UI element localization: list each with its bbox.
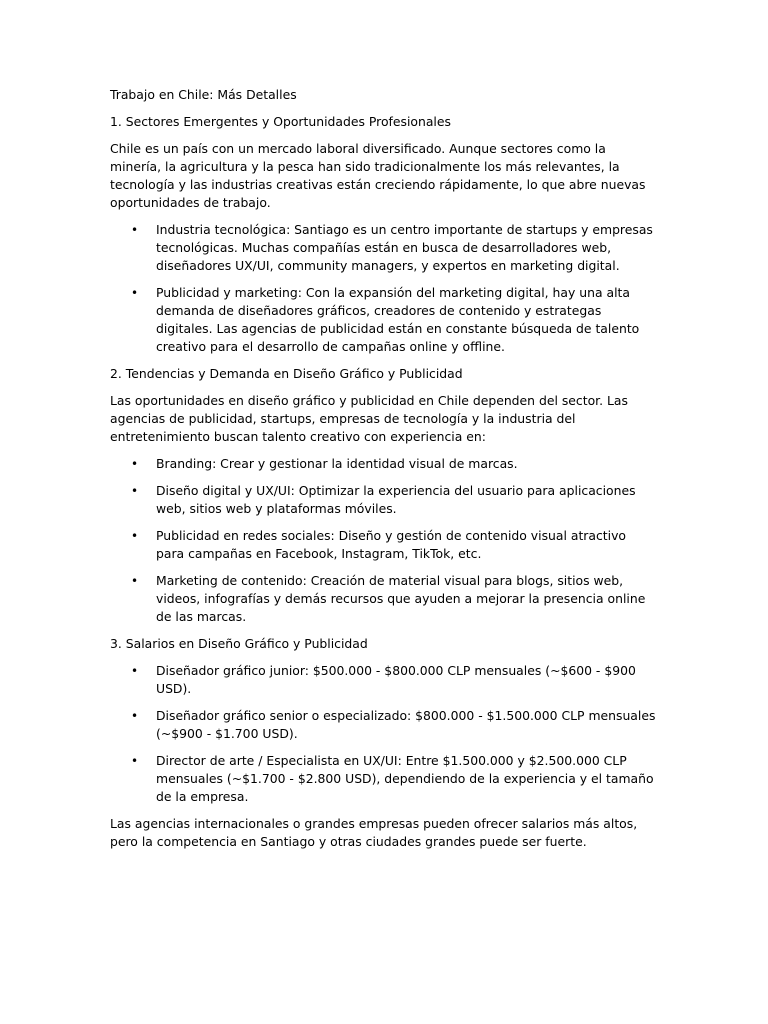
list-item xyxy=(131,527,658,563)
list-item-text: Marketing de contenido: Creación de material visual para blogs, sitios web, videos, infografías y demás recursos que ayuden a mejorar la presencia online de las marcas. xyxy=(156,573,646,624)
list-item-text: Publicidad en redes sociales: Diseño y gestión de contenido visual atractivo para campañas en Facebook, Instagram, TikTok, etc. xyxy=(156,528,627,561)
bullet-icon: • xyxy=(131,457,139,471)
bullet-icon: • xyxy=(131,664,139,678)
list-item-text: Diseñador gráfico senior o especializado: $800.000 - $1.500.000 CLP mensuales (~$900 - $1.700 USD). xyxy=(156,708,656,741)
bullet-list xyxy=(110,455,658,626)
bullet-icon: • xyxy=(131,574,139,588)
list-item xyxy=(131,662,658,698)
list-item xyxy=(131,284,658,356)
bullet-icon: • xyxy=(131,709,139,723)
document-title: Trabajo en Chile: Más Detalles xyxy=(110,87,297,102)
section-heading: 2. Tendencias y Demanda en Diseño Gráfico y Publicidad xyxy=(110,366,463,381)
list-item-text: Diseñador gráfico junior: $500.000 - $800.000 CLP mensuales (~$600 - $900 USD). xyxy=(156,663,636,696)
bullet-icon: • xyxy=(131,223,139,237)
list-item xyxy=(131,707,658,743)
bullet-icon: • xyxy=(131,754,139,768)
bullet-icon: • xyxy=(131,484,139,498)
list-item xyxy=(131,752,658,806)
bullet-icon: • xyxy=(131,286,139,300)
list-item-text: Diseño digital y UX/UI: Optimizar la experiencia del usuario para aplicaciones web, sitios web y plataformas móviles. xyxy=(156,483,636,516)
list-item-text: Director de arte / Especialista en UX/UI: Entre $1.500.000 y $2.500.000 CLP mensuales (~$1.700 - $2.800 USD), dependiendo de la experiencia y el tamaño de la empresa. xyxy=(156,753,654,804)
list-item xyxy=(131,221,658,275)
bullet-list xyxy=(110,221,658,356)
section-paragraph: Chile es un país con un mercado laboral diversificado. Aunque sectores como la minería, la agricultura y la pesca han sido tradicionalmente los más relevantes, la tecnología y las industrias creativas están creciendo rápidamente, lo que abre nuevas oportunidades de trabajo. xyxy=(110,141,646,210)
list-item xyxy=(131,455,658,473)
list-item xyxy=(131,482,658,518)
section-paragraph: Las oportunidades en diseño gráfico y publicidad en Chile dependen del sector. Las agencias de publicidad, startups, empresas de tecnología y la industria del entretenimiento buscan talento creativo con experiencia en: xyxy=(110,393,628,444)
bullet-list xyxy=(110,662,658,806)
section-heading: 1. Sectores Emergentes y Oportunidades Profesionales xyxy=(110,114,451,129)
list-item-text: Publicidad y marketing: Con la expansión del marketing digital, hay una alta demanda de diseñadores gráficos, creadores de contenido y estrategas digitales. Las agencias de publicidad están en constante búsqueda de talento creativo para el desarrollo de campañas online y offline. xyxy=(156,285,640,354)
section-heading: 3. Salarios en Diseño Gráfico y Publicidad xyxy=(110,636,368,651)
list-item xyxy=(131,572,658,626)
list-item-text: Industria tecnológica: Santiago es un centro importante de startups y empresas tecnológicas. Muchas compañías están en busca de desarrolladores web, diseñadores UX/UI, community managers, y expertos en marketing digital. xyxy=(156,222,653,273)
list-item-text: Branding: Crear y gestionar la identidad visual de marcas. xyxy=(156,456,518,471)
closing-paragraph: Las agencias internacionales o grandes empresas pueden ofrecer salarios más altos, pero la competencia en Santiago y otras ciudades grandes puede ser fuerte. xyxy=(110,816,638,849)
document-body xyxy=(110,86,658,860)
bullet-icon: • xyxy=(131,529,139,543)
